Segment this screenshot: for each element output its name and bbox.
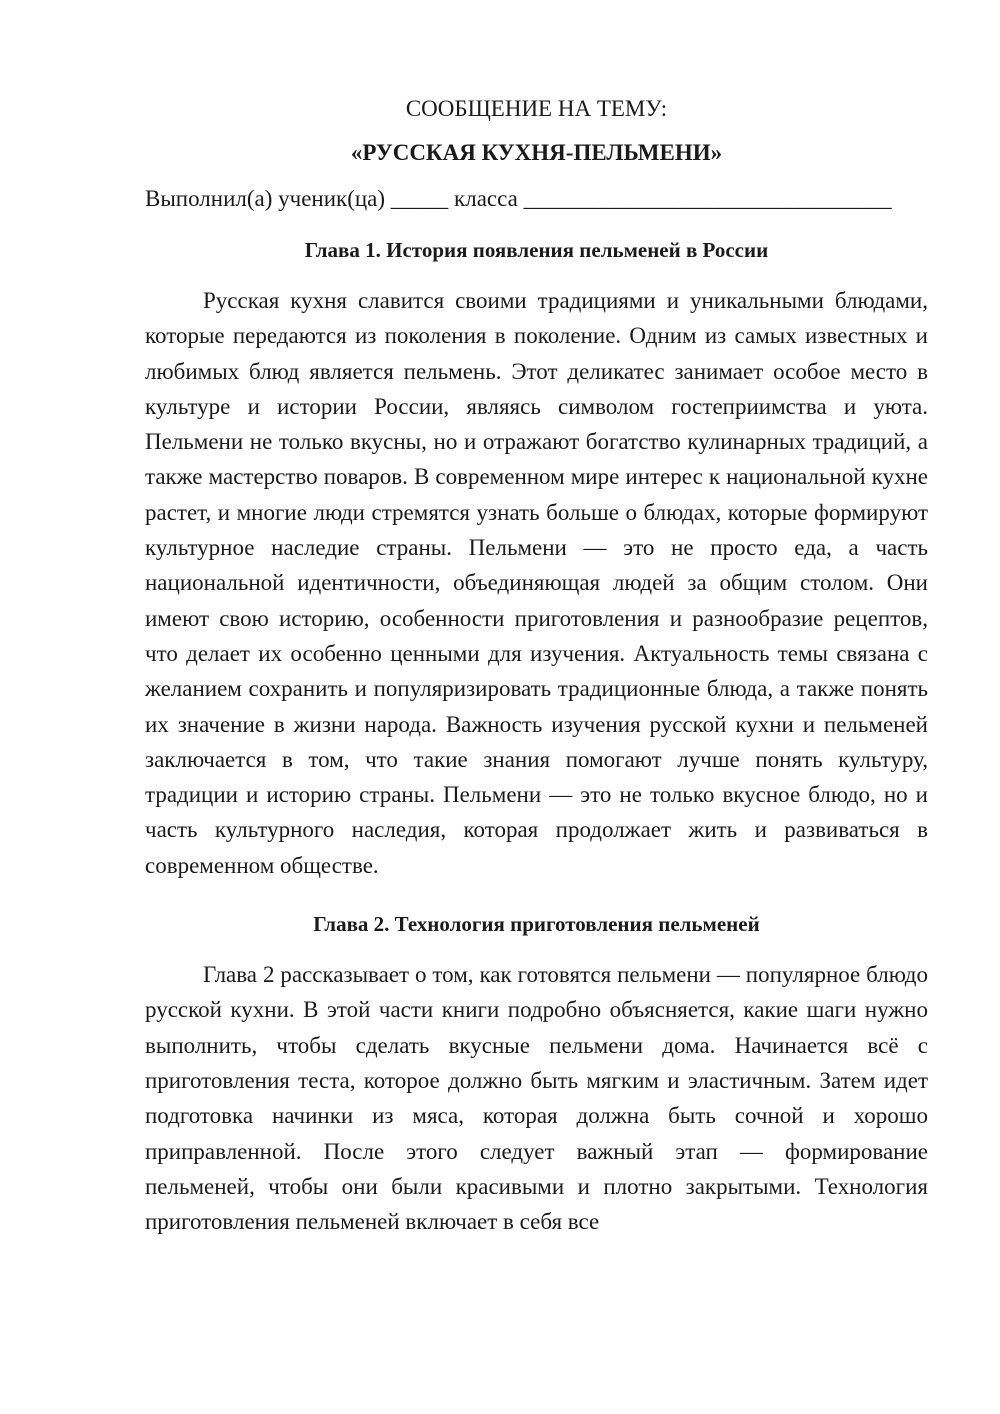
document-title-line1: СООБЩЕНИЕ НА ТЕМУ: (405, 96, 668, 121)
document-title-line2: «РУССКАЯ КУХНЯ-ПЕЛЬМЕНИ» (350, 140, 723, 165)
author-line: Выполнил(а) ученик(ца) _____ класса ________________________________ (145, 186, 892, 211)
document-page (145, 92, 928, 1239)
chapter-2-heading: Глава 2. Технология приготовления пельменей (313, 912, 760, 937)
chapter-1-heading: Глава 1. История появления пельменей в России (304, 238, 769, 262)
chapter-2-paragraph: Глава 2 рассказывает о том, как готовятся пельмени — популярное блюдо русской кухни. В этой части книги подробно объясняется, какие шаги нужно выполнить, чтобы сделать вкусные пельмени дома. Начинается всё с приготовления теста, которое должно быть мягким и эластичным. Затем идет подготовка начинки из мяса, которая должна быть сочной и хорошо приправленной. После этого следует важный этап — формирование пельменей, чтобы они были красивыми и плотно закрытыми. Технология приготовления пельменей включает в себя все (145, 962, 928, 1235)
chapter-1-paragraph: Русская кухня славится своими традициями и уникальными блюдами, которые передаются из поколения в поколение. Одним из самых известных и любимых блюд является пельмень. Этот деликатес занимает особое место в культуре и истории России, являясь символом гостеприимства и уюта. Пельмени не только вкусны, но и отражают богатство кулинарных традиций, а также мастерство поваров. В современном мире интерес к национальной кухне растет, и многие люди стремятся узнать больше о блюдах, которые формируют культурное наследие страны. Пельмени — это не просто еда, а часть национальной идентичности, объединяющая людей за общим столом. Они имеют свою историю, особенности приготовления и разнообразие рецептов, что делает их особенно ценными для изучения. Актуальность темы связана с желанием сохранить и популяризировать традиционные блюда, а также понять их значение в жизни народа. Важность изучения русской кухни и пельменей заключается в том, что такие знания помогают лучше понять культуру, традиции и историю страны. Пельмени — это не только вкусное блюдо, но и часть культурного наследия, которая продолжает жить и развиваться в современном обществе. (145, 288, 928, 878)
